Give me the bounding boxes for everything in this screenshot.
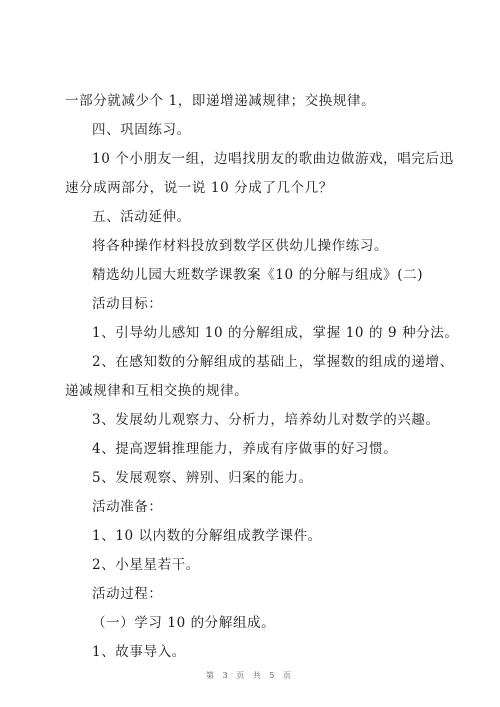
- text-line: 一部分就减少个 1，即递增递减规律；交换规律。: [65, 93, 376, 109]
- section-heading: 活动过程：: [92, 586, 163, 602]
- page-number-footer: 第 3 页 共 5 页: [206, 671, 294, 680]
- section-heading: 活动准备：: [92, 499, 163, 515]
- list-item: 5、发展观察、辨别、归案的能力。: [92, 470, 313, 486]
- list-item: 2、在感知数的分解组成的基础上，掌握数的组成的递增、: [92, 354, 454, 370]
- section-heading: 四、巩固练习。: [92, 122, 191, 138]
- text-line: 10 个小朋友一组，边唱找朋友的歌曲边做游戏，唱完后迅: [92, 151, 454, 167]
- text-line: 将各种操作材料投放到数学区供幼儿操作练习。: [92, 238, 389, 254]
- list-item: 4、提高逻辑推理能力，养成有序做事的好习惯。: [92, 441, 398, 457]
- section-heading: 五、活动延伸。: [92, 209, 191, 225]
- section-heading: 活动目标：: [92, 296, 163, 312]
- lesson-title: 精选幼儿园大班数学课教案《10 的分解与组成》(二): [92, 267, 424, 283]
- text-line: 速分成两部分，说一说 10 分成了几个几？: [65, 180, 333, 196]
- list-item: 1、引导幼儿感知 10 的分解组成，掌握 10 的 9 种分法。: [92, 325, 459, 341]
- list-item: 1、10 以内数的分解组成教学课件。: [92, 528, 322, 544]
- list-item: 3、发展幼儿观察力、分析力，培养幼儿对数学的兴趣。: [92, 412, 440, 428]
- text-line: 递减规律和互相交换的规律。: [65, 383, 249, 399]
- list-item: 2、小星星若干。: [92, 557, 200, 573]
- list-item: 1、故事导入。: [92, 644, 186, 660]
- sub-heading: （一）学习 10 的分解组成。: [92, 615, 276, 631]
